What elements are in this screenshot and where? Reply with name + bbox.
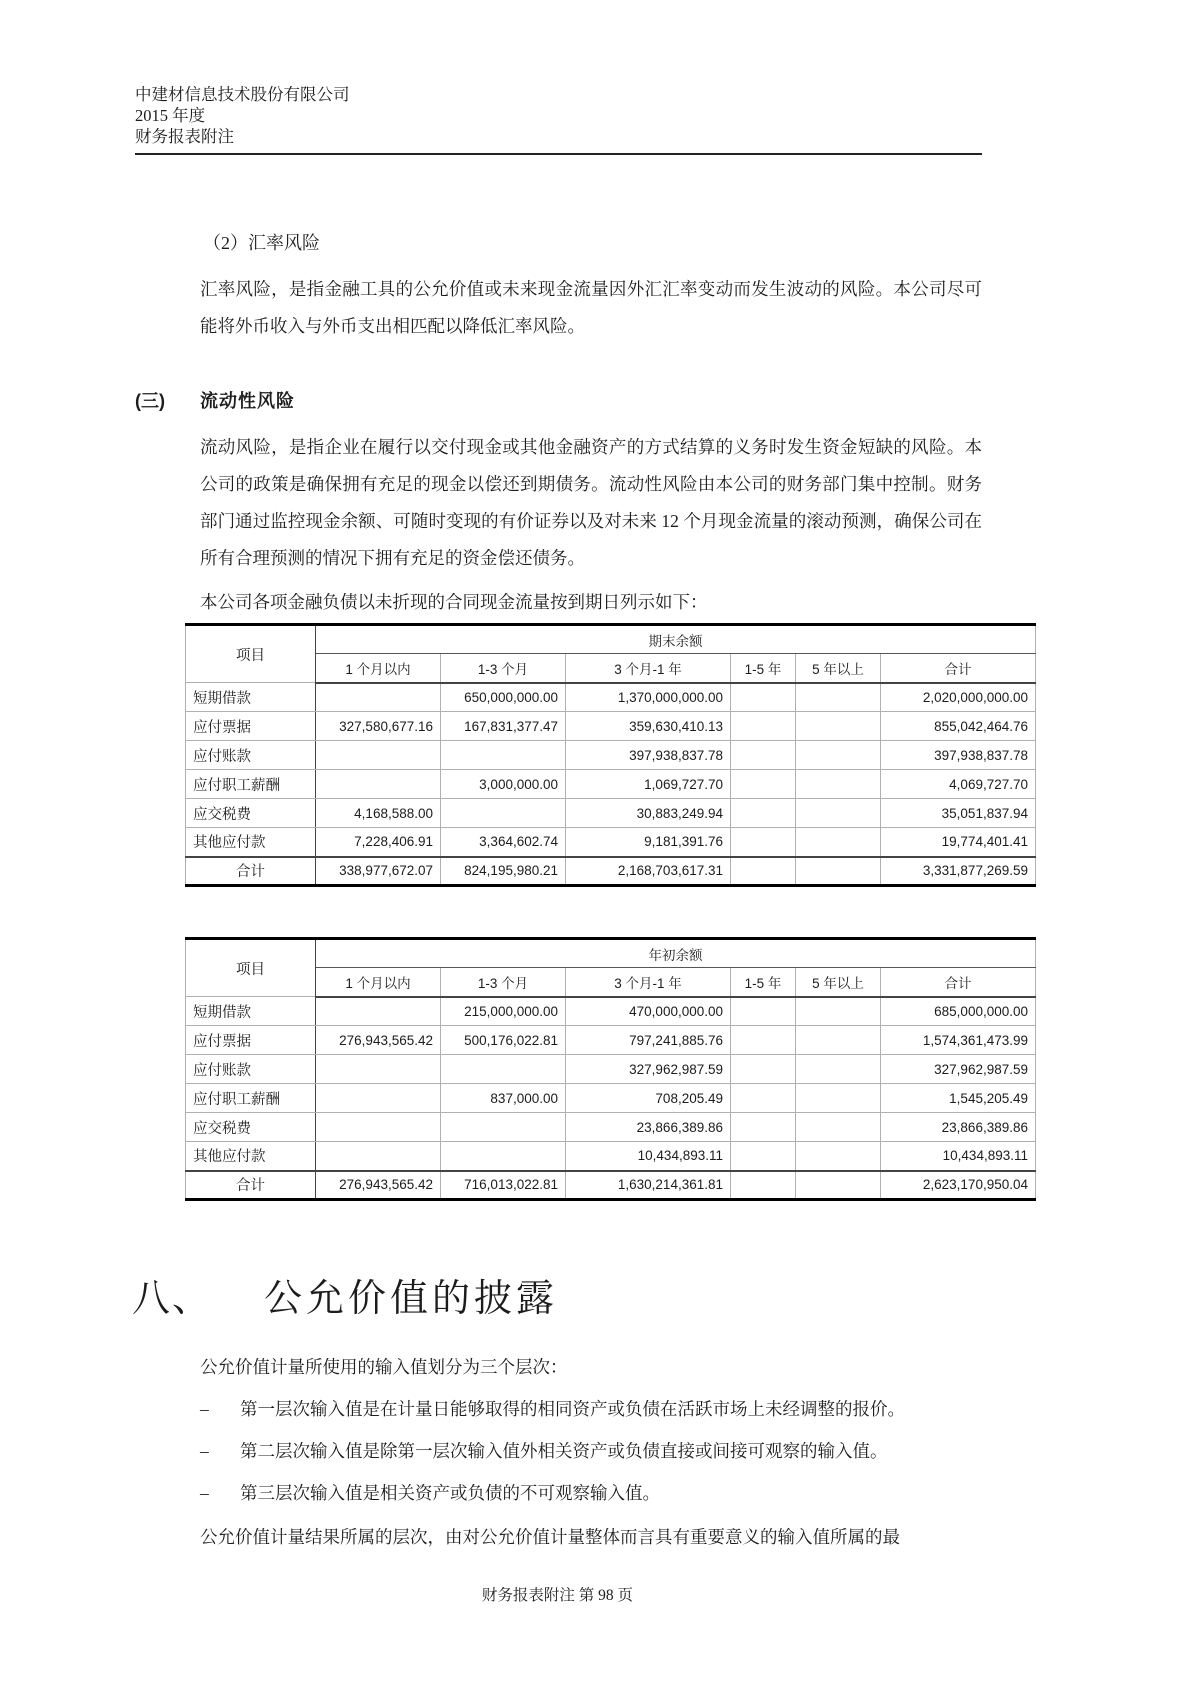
total-amount-cell: [796, 857, 881, 886]
table-row: [186, 828, 1036, 857]
amount-cell: 215,000,000.00: [441, 997, 566, 1026]
total-amount-cell: [731, 1171, 796, 1200]
amount-cell: 9,181,391.76: [566, 828, 731, 857]
bullet-text: 第二层次输入值是除第一层次输入值外相关资产或负债直接或间接可观察的输入值。: [240, 1441, 888, 1461]
balance-group-header: 期末余额: [316, 625, 1036, 654]
fair-value-level-item: [200, 1392, 982, 1426]
liquidity-risk-paragraph: 流动风险，是指企业在履行以交付现金或其他金融资产的方式结算的义务时发生资金短缺的风险。本公司的政策是确保拥有充足的现金以偿还到期债务。流动性风险由本公司的财务部门集中控制。财务部门通过监控现金余额、可随时变现的有价证券以及对未来 12 个月现金流量的滚动预测，确保公司在所有合理预测的情况下拥有充足的资金偿还债务。: [200, 437, 982, 568]
table-row: [186, 799, 1036, 828]
row-label: 短期借款: [186, 997, 316, 1026]
section-title: 流动性风险: [200, 391, 295, 411]
amount-cell: [796, 1113, 881, 1142]
fx-risk-paragraph: 汇率风险，是指金融工具的公允价值或未来现金流量因外汇汇率变动而发生波动的风险。本公司尽可能将外币收入与外币支出相匹配以降低汇率风险。: [200, 279, 982, 336]
total-amount-cell: 716,013,022.81: [441, 1171, 566, 1200]
amount-cell: [796, 683, 881, 712]
total-row-label: 合计: [186, 857, 316, 886]
total-amount-cell: 824,195,980.21: [441, 857, 566, 886]
amount-cell: 1,545,205.49: [881, 1084, 1036, 1113]
amount-cell: 837,000.00: [441, 1084, 566, 1113]
amount-cell: [731, 799, 796, 828]
report-year: 2015 年度: [135, 106, 206, 125]
table-row: [186, 1142, 1036, 1171]
row-label: 短期借款: [186, 683, 316, 712]
amount-cell: 470,000,000.00: [566, 997, 731, 1026]
table-row: [186, 712, 1036, 741]
table-total-row: [186, 857, 1036, 886]
amount-cell: [796, 1055, 881, 1084]
amount-cell: [731, 712, 796, 741]
fair-value-heading: [132, 1267, 980, 1322]
row-label: 其他应付款: [186, 828, 316, 857]
amount-cell: 35,051,837.94: [881, 799, 1036, 828]
amount-cell: [316, 741, 441, 770]
item-column-header: 项目: [186, 625, 316, 683]
table-row: [186, 997, 1036, 1026]
amount-cell: 359,630,410.13: [566, 712, 731, 741]
amount-cell: [731, 683, 796, 712]
amount-cell: 2,020,000,000.00: [881, 683, 1036, 712]
total-amount-cell: 1,630,214,361.81: [566, 1171, 731, 1200]
amount-cell: [731, 1142, 796, 1171]
amount-cell: 276,943,565.42: [316, 1026, 441, 1055]
page-header: [135, 84, 980, 147]
total-amount-cell: 3,331,877,269.59: [881, 857, 1036, 886]
amount-cell: 3,000,000.00: [441, 770, 566, 799]
amount-cell: 23,866,389.86: [566, 1113, 731, 1142]
amount-cell: [316, 1142, 441, 1171]
amount-cell: [731, 828, 796, 857]
table-header-row: [186, 939, 1036, 968]
amount-cell: 4,069,727.70: [881, 770, 1036, 799]
amount-cell: [731, 1084, 796, 1113]
period-column-header: 1-5 年: [731, 654, 796, 683]
row-label: 应付票据: [186, 1026, 316, 1055]
amount-cell: [731, 1026, 796, 1055]
document-title: 财务报表附注: [135, 127, 234, 146]
amount-cell: 327,962,987.59: [881, 1055, 1036, 1084]
amount-cell: [796, 1084, 881, 1113]
amount-cell: 10,434,893.11: [881, 1142, 1036, 1171]
amount-cell: 1,574,361,473.99: [881, 1026, 1036, 1055]
liquidity-risk-heading: [135, 387, 980, 413]
period-column-header: 5 年以上: [796, 968, 881, 997]
table-total-row: [186, 1171, 1036, 1200]
amount-cell: 855,042,464.76: [881, 712, 1036, 741]
amount-cell: [796, 1142, 881, 1171]
balance-group-header: 年初余额: [316, 939, 1036, 968]
period-column-header: 1-3 个月: [441, 654, 566, 683]
amount-cell: 797,241,885.76: [566, 1026, 731, 1055]
period-column-header: 1 个月以内: [316, 654, 441, 683]
amount-cell: 7,228,406.91: [316, 828, 441, 857]
amount-cell: [441, 1055, 566, 1084]
total-row-label: 合计: [186, 1171, 316, 1200]
row-label: 应付账款: [186, 741, 316, 770]
total-amount-cell: 338,977,672.07: [316, 857, 441, 886]
total-amount-cell: [796, 1171, 881, 1200]
table-row: [186, 1055, 1036, 1084]
header-divider: [135, 153, 982, 155]
period-column-header: 1-3 个月: [441, 968, 566, 997]
amount-cell: 327,962,987.59: [566, 1055, 731, 1084]
bullet-dash: –: [200, 1399, 209, 1419]
amount-cell: [316, 1113, 441, 1142]
amount-cell: 327,580,677.16: [316, 712, 441, 741]
fx-risk-title: （2）汇率风险: [203, 233, 320, 253]
table-row: [186, 1113, 1036, 1142]
amount-cell: [316, 997, 441, 1026]
amount-cell: 19,774,401.41: [881, 828, 1036, 857]
row-label: 其他应付款: [186, 1142, 316, 1171]
bullet-text: 第一层次输入值是在计量日能够取得的相同资产或负债在活跃市场上未经调整的报价。: [240, 1399, 905, 1419]
company-name: 中建材信息技术股份有限公司: [135, 85, 350, 104]
table-row: [186, 683, 1036, 712]
amount-cell: [441, 1113, 566, 1142]
amount-cell: [796, 799, 881, 828]
amount-cell: 708,205.49: [566, 1084, 731, 1113]
total-amount-cell: [731, 857, 796, 886]
amount-cell: 650,000,000.00: [441, 683, 566, 712]
total-amount-cell: 276,943,565.42: [316, 1171, 441, 1200]
amount-cell: 10,434,893.11: [566, 1142, 731, 1171]
amount-cell: [316, 683, 441, 712]
amount-cell: 167,831,377.47: [441, 712, 566, 741]
maturity-table-period-end: [185, 623, 1036, 887]
row-label: 应付票据: [186, 712, 316, 741]
amount-cell: 397,938,837.78: [881, 741, 1036, 770]
amount-cell: [316, 1055, 441, 1084]
fair-value-level-item: [200, 1476, 982, 1510]
period-column-header: 5 年以上: [796, 654, 881, 683]
amount-cell: 1,069,727.70: [566, 770, 731, 799]
table-intro-line: 本公司各项金融负债以未折现的合同现金流量按到期日列示如下：: [200, 592, 708, 612]
amount-cell: 1,370,000,000.00: [566, 683, 731, 712]
row-label: 应付职工薪酬: [186, 1084, 316, 1113]
amount-cell: [731, 770, 796, 799]
amount-cell: [731, 997, 796, 1026]
amount-cell: [796, 997, 881, 1026]
amount-cell: [441, 1142, 566, 1171]
amount-cell: 500,176,022.81: [441, 1026, 566, 1055]
table-row: [186, 1026, 1036, 1055]
amount-cell: [441, 799, 566, 828]
item-column-header: 项目: [186, 939, 316, 997]
table-row: [186, 770, 1036, 799]
period-column-header: 3 个月-1 年: [566, 968, 731, 997]
amount-cell: [441, 741, 566, 770]
row-label: 应付账款: [186, 1055, 316, 1084]
table-row: [186, 741, 1036, 770]
amount-cell: [796, 741, 881, 770]
amount-cell: [731, 1055, 796, 1084]
amount-cell: [316, 1084, 441, 1113]
section-number: (三): [135, 391, 165, 411]
row-label: 应付职工薪酬: [186, 770, 316, 799]
row-label: 应交税费: [186, 1113, 316, 1142]
bullet-dash: –: [200, 1441, 209, 1461]
fair-value-level-item: [200, 1434, 982, 1468]
amount-cell: [316, 770, 441, 799]
total-amount-cell: 2,168,703,617.31: [566, 857, 731, 886]
amount-cell: [731, 1113, 796, 1142]
chapter-title: 公允价值的披露: [264, 1278, 559, 1320]
amount-cell: 685,000,000.00: [881, 997, 1036, 1026]
amount-cell: 4,168,588.00: [316, 799, 441, 828]
period-column-header: 合计: [881, 654, 1036, 683]
chapter-number: 八、: [132, 1278, 213, 1320]
amount-cell: 397,938,837.78: [566, 741, 731, 770]
amount-cell: [796, 1026, 881, 1055]
period-column-header: 合计: [881, 968, 1036, 997]
period-column-header: 1 个月以内: [316, 968, 441, 997]
row-label: 应交税费: [186, 799, 316, 828]
fair-value-level-list: [0, 1392, 1200, 1510]
amount-cell: 3,364,602.74: [441, 828, 566, 857]
bullet-dash: –: [200, 1483, 209, 1503]
maturity-table-period-begin: [185, 937, 1036, 1201]
amount-cell: 30,883,249.94: [566, 799, 731, 828]
fair-value-outro: 公允价值计量结果所属的层次，由对公允价值计量整体而言具有重要意义的输入值所属的最: [200, 1527, 900, 1547]
table-header-row: [186, 625, 1036, 654]
amount-cell: [796, 770, 881, 799]
amount-cell: 23,866,389.86: [881, 1113, 1036, 1142]
amount-cell: [731, 741, 796, 770]
fair-value-intro: 公允价值计量所使用的输入值划分为三个层次：: [200, 1357, 568, 1377]
page-footer: 财务报表附注 第 98 页: [481, 1587, 634, 1604]
amount-cell: [796, 828, 881, 857]
table-row: [186, 1084, 1036, 1113]
amount-cell: [796, 712, 881, 741]
total-amount-cell: 2,623,170,950.04: [881, 1171, 1036, 1200]
period-column-header: 3 个月-1 年: [566, 654, 731, 683]
bullet-text: 第三层次输入值是相关资产或负债的不可观察输入值。: [240, 1483, 660, 1503]
period-column-header: 1-5 年: [731, 968, 796, 997]
